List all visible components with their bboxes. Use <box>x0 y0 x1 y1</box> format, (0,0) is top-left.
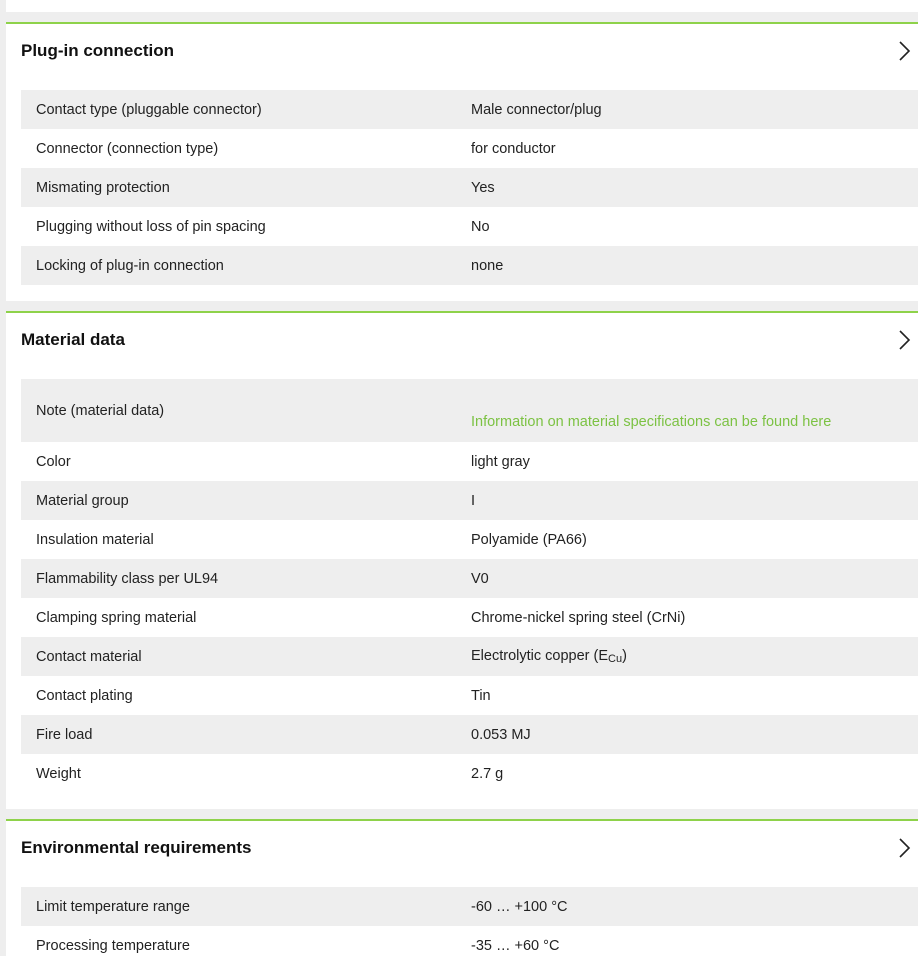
spec-label: Contact material <box>36 648 142 665</box>
spec-row <box>21 715 918 754</box>
value-text: Electrolytic copper (E <box>471 648 608 664</box>
spec-value: Chrome-nickel spring steel (CrNi) <box>471 609 686 626</box>
product-details <box>6 0 918 956</box>
spec-value: 0.053 MJ <box>471 726 531 743</box>
chevron-right-icon[interactable] <box>894 836 914 860</box>
spec-label: Note (material data) <box>36 403 165 419</box>
value-subscript: Cu <box>608 653 623 665</box>
value-text: ) <box>622 648 627 664</box>
spec-value: I <box>471 492 476 509</box>
section-header-material-data[interactable] <box>6 313 918 366</box>
spec-row <box>21 207 918 246</box>
section-header-plug-in-connection[interactable] <box>6 24 918 77</box>
spec-row-note <box>21 379 918 442</box>
spec-table <box>21 887 918 956</box>
spec-row <box>21 559 918 598</box>
spec-label: Mismating protection <box>36 179 170 196</box>
spec-row <box>21 754 918 793</box>
spec-label: Contact plating <box>36 687 133 704</box>
spec-label: Limit temperature range <box>36 898 190 915</box>
spec-value: light gray <box>471 453 530 470</box>
spec-row <box>21 246 918 285</box>
chevron-right-icon[interactable] <box>894 39 914 63</box>
section-header-environmental-requirements[interactable] <box>6 821 918 874</box>
spec-row <box>21 168 918 207</box>
spec-label: Processing temperature <box>36 937 190 954</box>
section-environmental-requirements <box>6 819 918 956</box>
material-specifications-link[interactable]: Information on material specifications can be found here <box>471 414 832 430</box>
spec-label: Connector (connection type) <box>36 140 219 157</box>
spec-value: -35 … +60 °C <box>471 937 560 954</box>
spec-label: Weight <box>36 765 81 782</box>
spec-label: Plugging without loss of pin spacing <box>36 218 266 235</box>
section-title: Plug-in connection <box>21 40 174 60</box>
previous-section-end <box>6 0 918 12</box>
spec-table <box>21 379 918 793</box>
spec-value: No <box>471 218 490 235</box>
spec-row <box>21 442 918 481</box>
spec-row <box>21 926 918 956</box>
chevron-right-icon[interactable] <box>894 328 914 352</box>
spec-row <box>21 90 918 129</box>
spec-label: Fire load <box>36 726 93 743</box>
spec-row <box>21 481 918 520</box>
spec-row <box>21 129 918 168</box>
spec-value: V0 <box>471 570 489 587</box>
spec-value: -60 … +100 °C <box>471 898 568 915</box>
spec-row <box>21 598 918 637</box>
spec-row <box>21 887 918 926</box>
spec-value: for conductor <box>471 140 556 157</box>
spec-row <box>21 637 918 676</box>
spec-label: Color <box>36 453 71 470</box>
section-title: Environmental requirements <box>21 837 252 857</box>
spec-value <box>471 648 918 665</box>
spec-label: Material group <box>36 492 129 509</box>
spec-value <box>471 379 918 430</box>
spec-value: Male connector/plug <box>471 101 602 118</box>
section-plug-in-connection <box>6 22 918 301</box>
spec-value: Polyamide (PA66) <box>471 531 587 548</box>
spec-label: Clamping spring material <box>36 609 197 626</box>
spec-value: Tin <box>471 687 491 704</box>
spec-label: Contact type (pluggable connector) <box>36 101 262 118</box>
spec-label: Insulation material <box>36 531 154 548</box>
spec-table <box>21 90 918 285</box>
spec-row <box>21 676 918 715</box>
spec-value: 2.7 g <box>471 765 504 782</box>
spec-label: Locking of plug-in connection <box>36 257 224 274</box>
spec-row <box>21 520 918 559</box>
section-material-data <box>6 311 918 809</box>
spec-value: Yes <box>471 179 495 196</box>
section-title: Material data <box>21 329 125 349</box>
spec-label: Flammability class per UL94 <box>36 570 219 587</box>
spec-value: none <box>471 257 504 274</box>
